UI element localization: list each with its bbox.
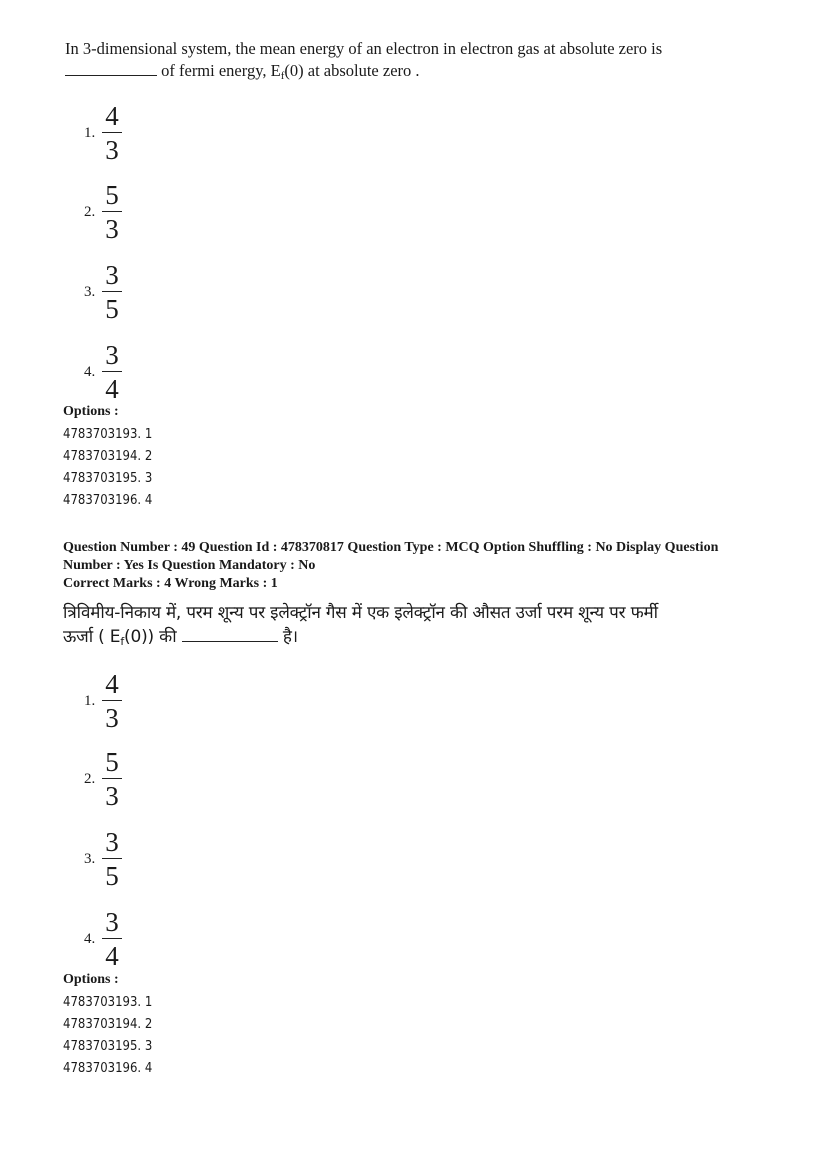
option-id-3: 4783703195. 3 [63, 471, 153, 486]
fraction [102, 909, 122, 970]
numerator: 4 [105, 669, 119, 699]
answer-option-1 [84, 671, 122, 732]
answer-option-4 [84, 342, 122, 403]
question-48-line2 [65, 60, 765, 84]
question-48-text-part3: (0) at absolute zero . [284, 61, 420, 80]
answer-option-2 [84, 182, 122, 243]
option-number: 4. [84, 931, 96, 947]
denominator: 5 [105, 294, 119, 324]
fraction-bar [102, 778, 122, 779]
fraction [102, 182, 122, 243]
question-48-text [65, 38, 765, 84]
question-49-marks: Correct Marks : 4 Wrong Marks : 1 [63, 576, 278, 591]
numerator: 3 [105, 260, 119, 290]
denominator: 3 [105, 703, 119, 733]
denominator: 3 [105, 135, 119, 165]
options-label: Options : [63, 404, 119, 419]
option-id-4: 4783703196. 4 [63, 493, 153, 508]
numerator: 5 [105, 747, 119, 777]
answer-blank [65, 61, 157, 76]
question-49-text-part2a: ऊर्जा ( E [63, 627, 121, 647]
answer-option-3 [84, 262, 122, 323]
option-number: 4. [84, 364, 96, 380]
option-number: 1. [84, 693, 96, 709]
answer-blank [182, 627, 278, 642]
numerator: 3 [105, 907, 119, 937]
fraction [102, 749, 122, 810]
question-49-line1: त्रिविमीय-निकाय में, परम शून्य पर इलेक्ट्रॉन गैस में एक इलेक्ट्रॉन की औसत उर्जा परम शून्य पर फर्मी [63, 603, 658, 623]
fraction-bar [102, 371, 122, 372]
fraction-bar [102, 132, 122, 133]
fraction-bar [102, 211, 122, 212]
denominator: 3 [105, 214, 119, 244]
question-49-meta-line1: Question Number : 49 Question Id : 478370817 Question Type : MCQ Option Shuffling : No Display Question [63, 540, 719, 555]
option-number: 1. [84, 125, 96, 141]
option-id-2: 4783703194. 2 [63, 1017, 153, 1032]
numerator: 5 [105, 180, 119, 210]
denominator: 4 [105, 941, 119, 971]
answer-option-4 [84, 909, 122, 970]
question-49-text-part2b: (0)) की [124, 627, 177, 647]
option-id-4: 4783703196. 4 [63, 1061, 153, 1076]
denominator: 4 [105, 374, 119, 404]
fraction [102, 342, 122, 403]
fraction [102, 829, 122, 890]
option-id-1: 4783703193. 1 [63, 427, 153, 442]
question-49-line2 [63, 625, 763, 651]
fraction [102, 103, 122, 164]
fraction [102, 262, 122, 323]
question-49-text [63, 601, 763, 651]
question-49-meta [63, 539, 783, 593]
option-number: 3. [84, 284, 96, 300]
option-id-3: 4783703195. 3 [63, 1039, 153, 1054]
option-id-2: 4783703194. 2 [63, 449, 153, 464]
subscript-f: f [280, 70, 285, 82]
option-number: 2. [84, 771, 96, 787]
subscript-f: f [120, 635, 125, 648]
numerator: 3 [105, 340, 119, 370]
question-49-text-part2c: है। [282, 627, 298, 647]
option-id-1: 4783703193. 1 [63, 995, 153, 1010]
option-number: 3. [84, 851, 96, 867]
numerator: 4 [105, 101, 119, 131]
fraction-bar [102, 291, 122, 292]
options-label: Options : [63, 972, 119, 987]
answer-option-2 [84, 749, 122, 810]
fraction-bar [102, 858, 122, 859]
question-49-meta-line2: Number : Yes Is Question Mandatory : No [63, 558, 316, 573]
fraction [102, 671, 122, 732]
fraction-bar [102, 938, 122, 939]
answer-option-1 [84, 103, 122, 164]
denominator: 3 [105, 781, 119, 811]
denominator: 5 [105, 861, 119, 891]
answer-option-3 [84, 829, 122, 890]
fraction-bar [102, 700, 122, 701]
question-48-text-part2: of fermi energy, E [161, 61, 281, 80]
numerator: 3 [105, 827, 119, 857]
question-48-line1: In 3-dimensional system, the mean energy of an electron in electron gas at absolute zero is [65, 39, 663, 58]
option-number: 2. [84, 204, 96, 220]
